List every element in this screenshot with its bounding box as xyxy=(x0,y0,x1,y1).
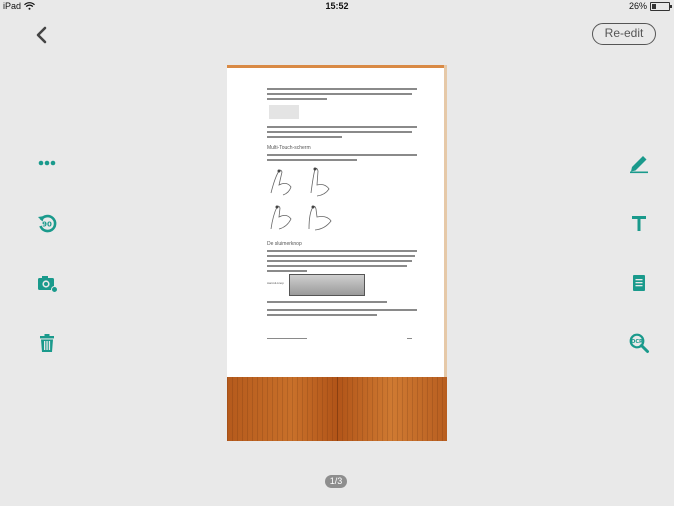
text-line xyxy=(267,314,377,316)
text-line xyxy=(267,270,307,272)
more-button[interactable] xyxy=(36,152,58,174)
rotate-icon xyxy=(36,212,58,234)
text-icon xyxy=(628,212,650,234)
doc-heading-1: Multi-Touch-scherm xyxy=(267,145,311,151)
text-line xyxy=(267,260,412,262)
ocr-search-button[interactable] xyxy=(628,332,650,354)
camera-icon xyxy=(36,272,58,294)
text-line xyxy=(267,126,417,128)
re-edit-button[interactable]: Re-edit xyxy=(592,23,656,45)
device-label: iPad xyxy=(3,1,22,11)
camera-button[interactable] xyxy=(36,272,58,294)
text-line xyxy=(267,136,342,138)
annotate-button[interactable] xyxy=(628,152,650,174)
wood-seam xyxy=(337,377,338,441)
paper-sheet xyxy=(227,65,447,378)
more-icon xyxy=(36,152,58,174)
page-number-mark xyxy=(407,338,412,339)
paper-top-edge xyxy=(227,65,447,68)
text-line xyxy=(267,88,417,90)
text-line xyxy=(267,93,412,95)
paper-right-edge xyxy=(444,65,447,378)
doc-heading-2: De sluimerknop xyxy=(267,241,302,247)
status-bar xyxy=(0,0,674,12)
delete-button[interactable] xyxy=(36,332,58,354)
image-caption: Aan/uit-knop xyxy=(267,281,284,285)
svg-text:90: 90 xyxy=(42,220,52,229)
status-time: 15:52 xyxy=(325,1,349,11)
text-line xyxy=(267,255,415,257)
page-indicator: 1/3 xyxy=(325,475,347,488)
footer-line xyxy=(267,338,307,339)
pencil-icon xyxy=(628,152,650,174)
text-line xyxy=(267,159,357,161)
document-button[interactable] xyxy=(628,272,650,294)
back-button[interactable] xyxy=(33,25,51,45)
battery-percent: 26% xyxy=(628,1,647,11)
chevron-left-icon xyxy=(33,25,51,45)
gesture-illustrations xyxy=(265,163,345,235)
ocr-search-icon xyxy=(628,332,650,354)
text-line xyxy=(267,309,417,311)
scanned-page-preview[interactable] xyxy=(227,65,447,441)
battery-icon xyxy=(650,2,670,11)
status-right xyxy=(629,1,670,11)
text-line xyxy=(267,131,412,133)
wood-table-background xyxy=(227,377,447,441)
text-line xyxy=(267,154,417,156)
text-line xyxy=(267,250,417,252)
text-line xyxy=(267,98,327,100)
text-button[interactable] xyxy=(628,212,650,234)
text-line xyxy=(267,265,407,267)
trash-icon xyxy=(36,332,58,354)
rotate-button[interactable] xyxy=(36,212,58,234)
cable-illustration xyxy=(269,105,299,119)
document-icon xyxy=(628,272,650,294)
svg-text:OCR: OCR xyxy=(631,339,643,345)
ipad-edge-photo xyxy=(289,274,365,296)
text-line xyxy=(267,301,387,303)
